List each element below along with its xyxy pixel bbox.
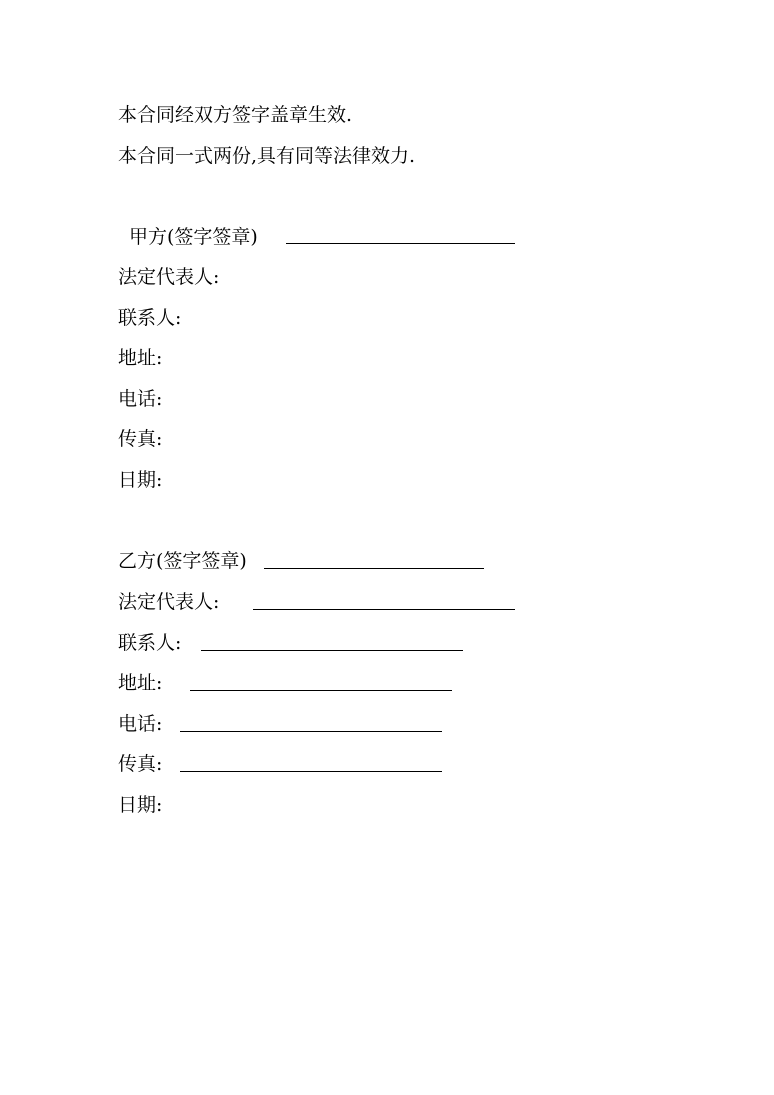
party-b-phone-label: 电话:: [118, 713, 163, 735]
party-a-signature-line: [286, 243, 515, 244]
party-b-legal-rep-label: 法定代表人:: [118, 591, 220, 613]
party-b-fax-label: 传真:: [118, 753, 163, 775]
party-a-address-label: 地址:: [118, 347, 163, 369]
party-b-heading: 乙方(签字签章): [118, 550, 247, 572]
party-b-fax-line: [180, 771, 442, 772]
party-b-phone-line: [180, 731, 442, 732]
party-a-contact-label: 联系人:: [118, 307, 182, 329]
party-b-legal-rep-line: [253, 609, 515, 610]
party-a-date-label: 日期:: [118, 469, 163, 491]
party-b-contact-line: [201, 650, 463, 651]
copies-clause: 本合同一式两份,具有同等法律效力.: [118, 145, 416, 167]
party-a-heading: 甲方(签字签章): [129, 226, 258, 248]
party-a-phone-label: 电话:: [118, 388, 163, 410]
party-b-contact-label: 联系人:: [118, 632, 182, 654]
party-b-address-label: 地址:: [118, 672, 163, 694]
party-a-legal-rep-label: 法定代表人:: [118, 266, 220, 288]
party-b-date-label: 日期:: [118, 794, 163, 816]
party-b-address-line: [190, 690, 452, 691]
party-b-signature-line: [264, 568, 484, 569]
effective-clause: 本合同经双方签字盖章生效.: [118, 104, 353, 126]
party-a-fax-label: 传真:: [118, 428, 163, 450]
